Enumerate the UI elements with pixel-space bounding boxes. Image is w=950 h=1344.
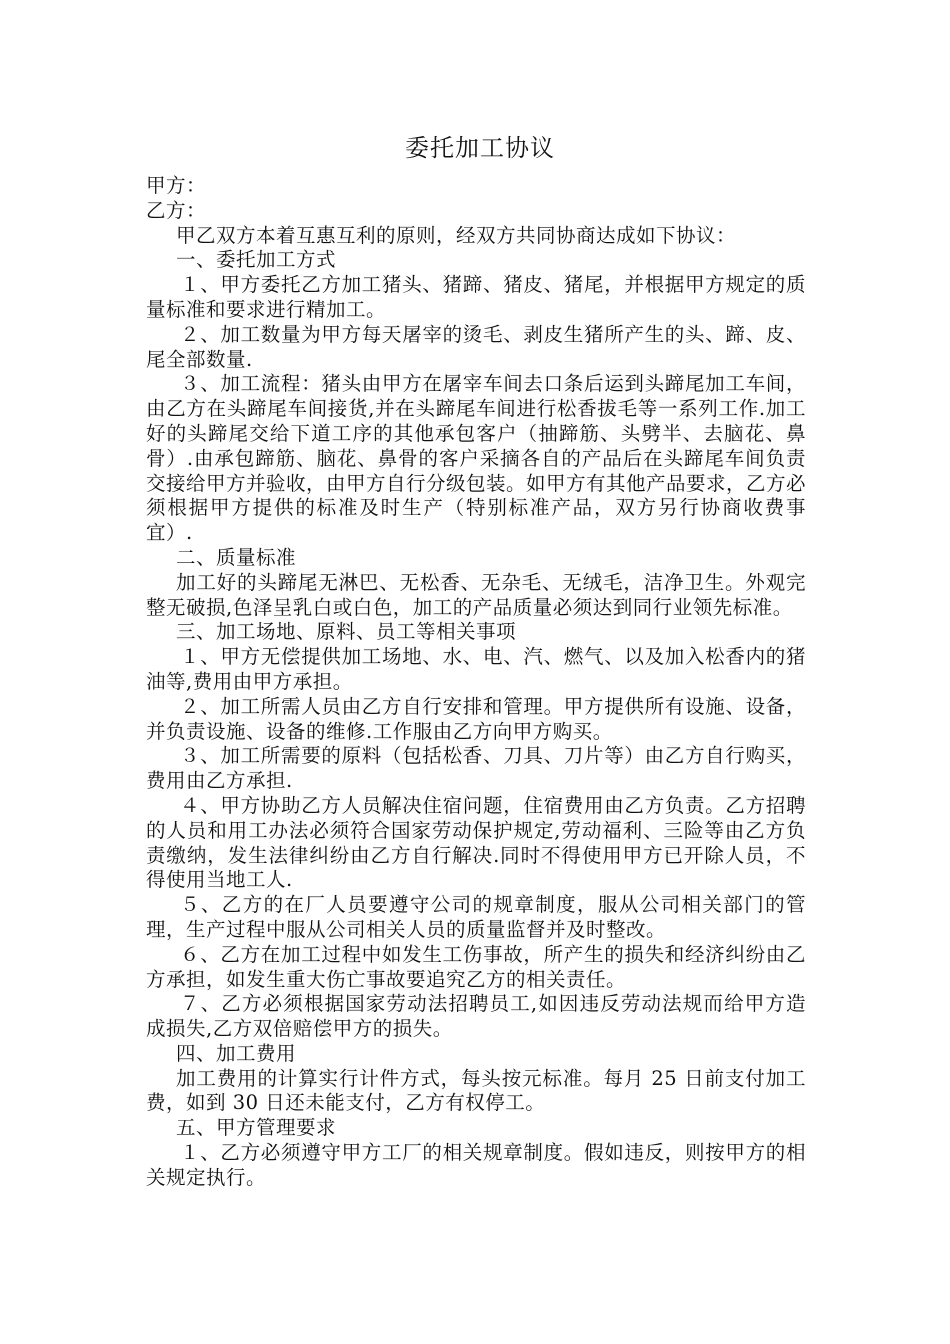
section-5-item-1: １、乙方必须遵守甲方工厂的相关规章制度。假如违反，则按甲方的相关规定执行。 [146, 1141, 806, 1189]
party-a-label: 甲方： [146, 174, 207, 197]
section-3-item-1: １、甲方无偿提供加工场地、水、电、汽、燃气、以及加入松香内的猪油等,费用由甲方承担。 [146, 645, 806, 693]
section-5-heading: 五、甲方管理要求 [176, 1116, 337, 1140]
section-1-heading: 一、委托加工方式 [176, 248, 337, 272]
section-3-item-7: ７、乙方必须根据国家劳动法招聘员工,如因违反劳动法规而给甲方造成损失,乙方双倍赔偿甲方的损失。 [146, 992, 806, 1041]
section-3-item-4: ４、甲方协助乙方人员解决住宿问题，住宿费用由乙方负责。乙方招聘的人员和用工办法必须符合国家劳动保护规定,劳动福利、三险等由乙方负责缴纳，发生法律纠纷由乙方自行解决.同时不得使用甲方已开除人员，不得使用当地工人. [146, 793, 806, 892]
section-4-paragraph: 加工费用的计算实行计件方式，每头按元标准。每月 25 日前支付加工费，如到 30 日还未能支付，乙方有权停工。 [146, 1066, 806, 1115]
section-4-heading: 四、加工费用 [176, 1041, 297, 1065]
document-title: 委托加工协议 [405, 134, 555, 162]
section-1-item-1: １、甲方委托乙方加工猪头、猪蹄、猪皮、猪尾，并根据甲方规定的质量标准和要求进行精加工。 [146, 273, 806, 321]
section-1-item-3: ３、加工流程：猪头由甲方在屠宰车间去口条后运到头蹄尾加工车间，由乙方在头蹄尾车间接货,并在头蹄尾车间进行松香拔毛等一系列工作.加工好的头蹄尾交给下道工序的其他承包客户（抽蹄筋、头劈半、去脑花、鼻骨）.由承包蹄筋、脑花、鼻骨的客户采摘各自的产品后在头蹄尾车间负责交接给甲方并验收，由甲方自行分级包装。如甲方有其他产品要求，乙方必须根据甲方提供的标准及时生产（特别标准产品，双方另行协商收费事宜）. [146, 372, 807, 545]
section-3-heading: 三、加工场地、原料、员工等相关事项 [176, 620, 517, 644]
party-b-label: 乙方： [146, 198, 207, 222]
section-3-item-6: ６、乙方在加工过程中如发生工伤事故，所产生的损失和经济纠纷由乙方承担，如发生重大伤亡事故要追究乙方的相关责任。 [146, 942, 806, 991]
section-3-item-3: ３、加工所需要的原料（包括松香、刀具、刀片等）由乙方自行购买，费用由乙方承担. [146, 744, 806, 793]
section-2-heading: 二、质量标准 [176, 545, 297, 569]
section-2-paragraph: 加工好的头蹄尾无淋巴、无松香、无杂毛、无绒毛，洁净卫生。外观完整无破损,色泽呈乳白或白色，加工的产品质量必须达到同行业领先标准。 [146, 570, 806, 619]
document-page [146, 128, 806, 1191]
section-1-item-2: ２、加工数量为甲方每天屠宰的烫毛、剥皮生猪所产生的头、蹄、皮、尾全部数量. [146, 322, 806, 371]
intro-paragraph: 甲乙双方本着互惠互利的原则，经双方共同协商达成如下协议： [176, 223, 737, 247]
section-3-item-2: ２、加工所需人员由乙方自行安排和管理。甲方提供所有设施、设备，并负责设施、设备的维修.工作服由乙方向甲方购买。 [146, 694, 806, 743]
section-3-item-5: ５、乙方的在厂人员要遵守公司的规章制度，服从公司相关部门的管理，生产过程中服从公司相关人员的质量监督并及时整改。 [146, 893, 806, 941]
